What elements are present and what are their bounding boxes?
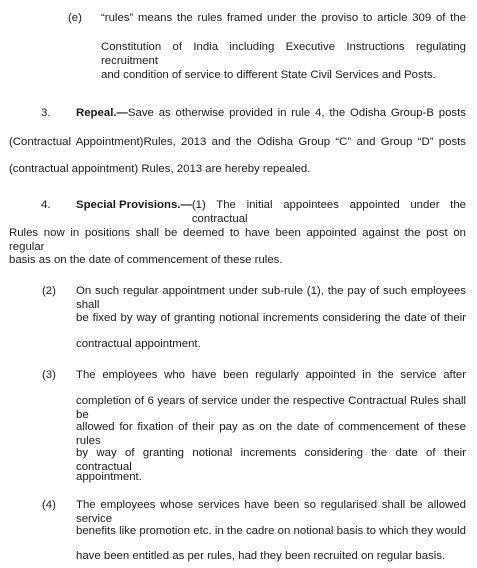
- subrule-3-line-4: by way of granting notional increments considering the date of their contractual: [76, 447, 466, 473]
- subrule-2-line-3: contractual appointment.: [76, 338, 201, 350]
- subrule-4-line-3: have been entitled as per rules, had they been recruited on regular basis.: [76, 550, 446, 562]
- section-4-number: 4.: [41, 199, 51, 211]
- subrule-2-line-1: On such regular appointment under sub-rule (1), the pay of such employees shall: [76, 285, 466, 311]
- subrule-2-line-2: be fixed by way of granting notional increments considering the date of their: [76, 312, 466, 324]
- section-3-line-1: Save as otherwise provided in rule 4, the Odisha Group-B posts: [127, 107, 466, 119]
- section-3-line-3: (contractual appointment) Rules, 2013 are hereby repealed.: [9, 163, 311, 175]
- clause-e-line-2: Constitution of India including Executive Instructions regulating recruitment: [101, 41, 466, 67]
- subrule-4-marker: (4): [42, 499, 56, 511]
- subrule-4-line-2: benefits like promotion etc. in the cadre on notional basis to which they would: [76, 525, 466, 537]
- clause-e-line-3: and condition of service to different State Civil Services and Posts.: [101, 69, 436, 81]
- section-4-heading: Special Provisions.—: [76, 199, 192, 211]
- section-3-first-line: [76, 106, 466, 120]
- section-4-first-line: [76, 198, 466, 226]
- section-4-line-1: (1) The initial appointees appointed under the contractual: [191, 199, 466, 225]
- section-3-heading: Repeal.—: [76, 107, 128, 119]
- section-3-number: 3.: [41, 107, 51, 119]
- subrule-2-marker: (2): [42, 285, 56, 297]
- clause-e-line-1: “rules” means the rules framed under the proviso to article 309 of the: [101, 12, 466, 24]
- subrule-3-line-1: The employees who have been regularly appointed in the service after: [76, 369, 466, 381]
- subrule-3-line-5: appointment.: [76, 471, 142, 483]
- subrule-3-line-3: allowed for fixation of their pay as on the date of commencement of these rules: [76, 421, 466, 447]
- section-4-line-3: basis as on the date of commencement of these rules.: [9, 254, 283, 266]
- section-4-line-2: Rules now in positions shall be deemed to have been appointed against the post on regular: [9, 227, 466, 253]
- clause-e-marker: (e): [68, 12, 82, 24]
- section-3-line-2: (Contractual Appointment)Rules, 2013 and the Odisha Group “C” and Group “D” posts: [9, 136, 466, 148]
- subrule-3-line-2: completion of 6 years of service under the respective Contractual Rules shall be: [76, 395, 466, 421]
- subrule-3-marker: (3): [42, 369, 56, 381]
- subrule-4-line-1: The employees whose services have been so regularised shall be allowed service: [76, 499, 466, 525]
